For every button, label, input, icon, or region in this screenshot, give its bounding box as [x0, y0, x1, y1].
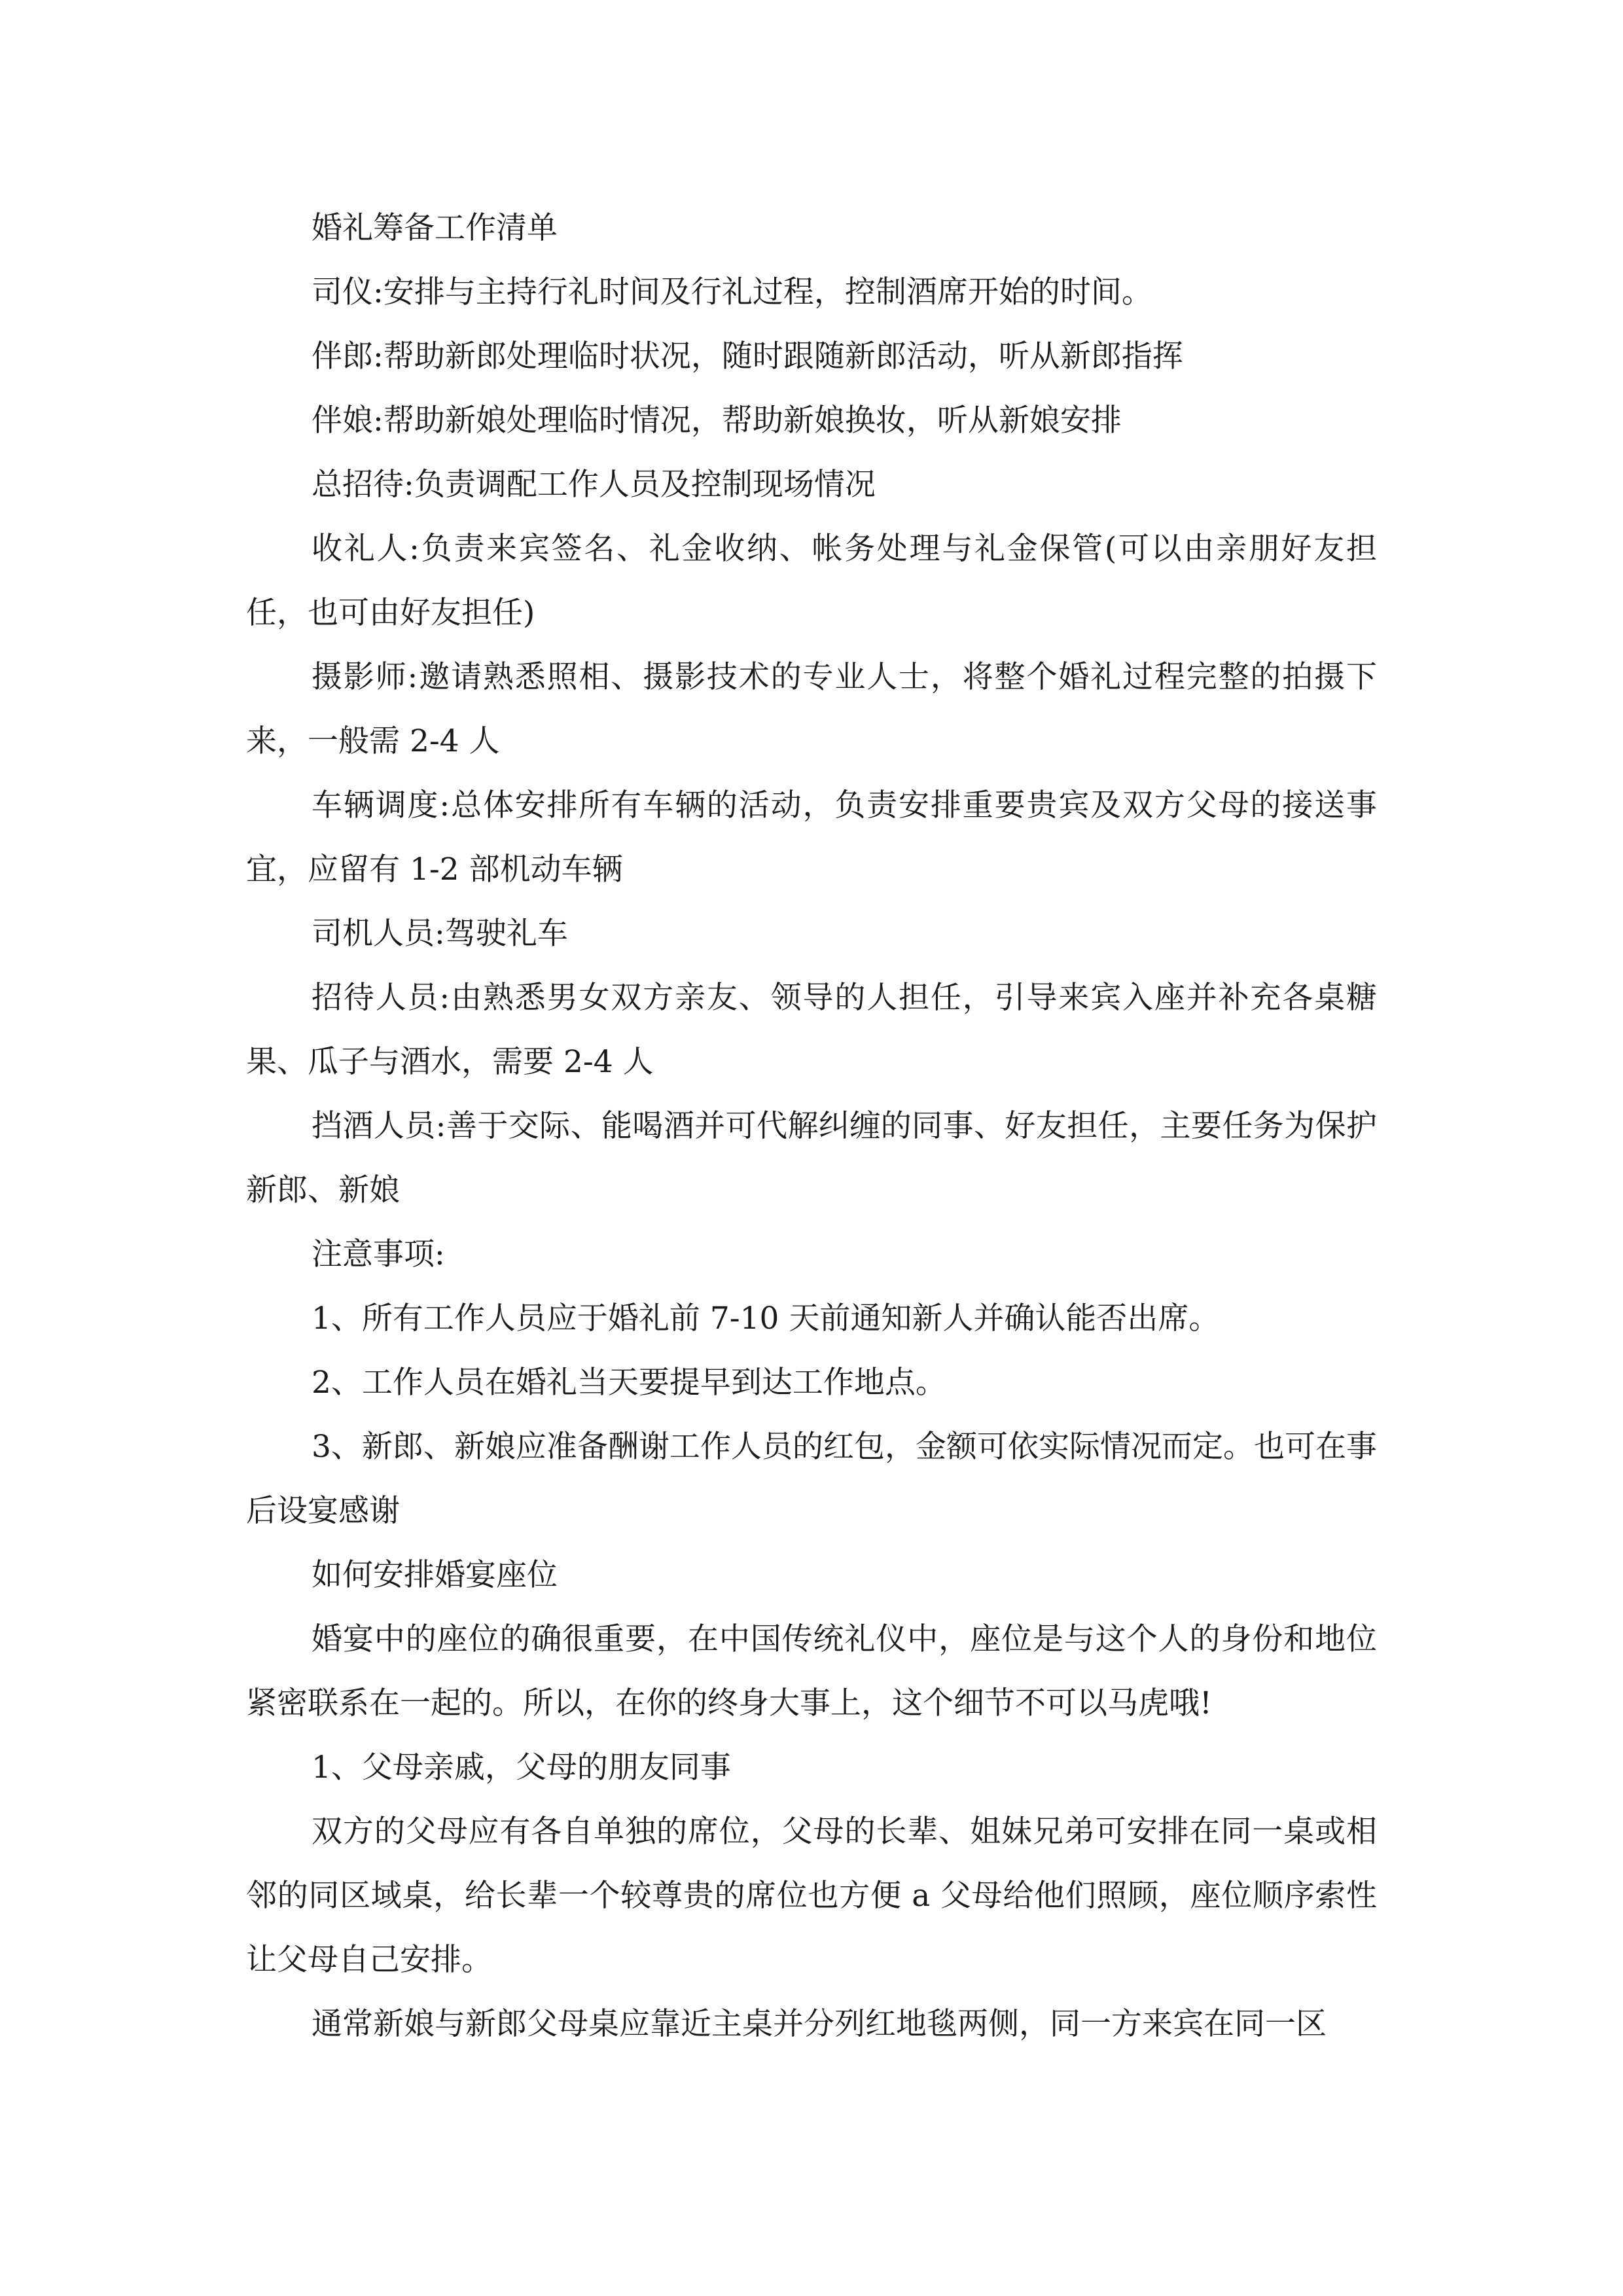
role-reception-staff: 招待人员:由熟悉男女双方亲友、领导的人担任，引导来宾入座并补充各桌糖果、瓜子与酒水，需要 2-4 人 [246, 980, 1377, 1080]
note-item-2: 2、工作人员在婚礼当天要提早到达工作地点。 [312, 1365, 946, 1401]
role-gift-receiver: 收礼人:负责来宾签名、礼金收纳、帐务处理与礼金保管(可以由亲朋好友担任，也可由好友担任) [246, 531, 1377, 631]
role-photographer: 摄影师:邀请熟悉照相、摄影技术的专业人士，将整个婚礼过程完整的拍摄下来，一般需 2-4 人 [246, 659, 1377, 759]
seating-parents-paragraph: 双方的父母应有各自单独的席位，父母的长辈、姐妹兄弟可安排在同一桌或相邻的同区域桌，给长辈一个较尊贵的席位也方便 a 父母给他们照顾，座位顺序索性让父母自己安排。 [246, 1814, 1377, 1978]
notes-heading: 注意事项: [312, 1236, 445, 1272]
seating-tables-paragraph: 通常新娘与新郎父母桌应靠近主桌并分列红地毯两侧，同一方来宾在同一区 [312, 2006, 1327, 2042]
role-toast-blockers: 挡酒人员:善于交际、能喝酒并可代解纠缠的同事、好友担任，主要任务为保护新郎、新娘 [246, 1108, 1377, 1208]
role-best-man: 伴郎:帮助新郎处理临时状况，随时跟随新郎活动，听从新郎指挥 [312, 338, 1183, 374]
role-vehicle-dispatch: 车辆调度:总体安排所有车辆的活动，负责安排重要贵宾及双方父母的接送事宜，应留有 1-2 部机动车辆 [246, 787, 1377, 888]
role-bridesmaid: 伴娘:帮助新娘处理临时情况，帮助新娘换妆，听从新娘安排 [312, 403, 1122, 439]
seating-intro: 婚宴中的座位的确很重要，在中国传统礼仪中，座位是与这个人的身份和地位紧密联系在一起的。所以，在你的终身大事上，这个细节不可以马虎哦! [246, 1621, 1377, 1721]
role-emcee: 司仪:安排与主持行礼时间及行礼过程，控制酒席开始的时间。 [312, 274, 1152, 310]
seating-heading: 如何安排婚宴座位 [312, 1557, 558, 1593]
role-drivers: 司机人员:驾驶礼车 [312, 916, 568, 952]
document-page [246, 196, 1377, 2056]
document-title: 婚礼筹备工作清单 [312, 210, 558, 246]
role-chief-host: 总招待:负责调配工作人员及控制现场情况 [312, 467, 876, 503]
note-item-1: 1、所有工作人员应于婚礼前 7-10 天前通知新人并确认能否出席。 [312, 1300, 1220, 1336]
note-item-3: 3、新郎、新娘应准备酬谢工作人员的红包，金额可依实际情况而定。也可在事后设宴感谢 [246, 1429, 1377, 1529]
seating-subheading-1: 1、父母亲戚，父母的朋友同事 [312, 1749, 731, 1785]
